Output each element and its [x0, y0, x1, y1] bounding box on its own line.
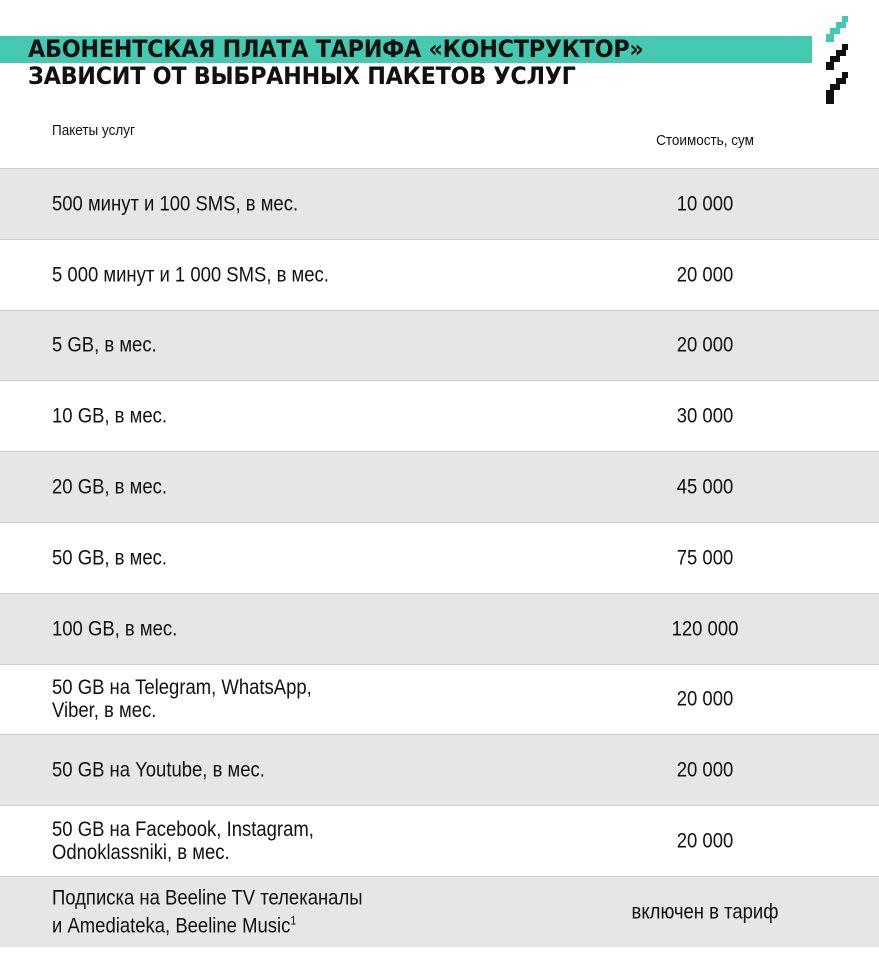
package-name: [52, 759, 386, 782]
table-row: [0, 805, 879, 876]
price-table: [0, 168, 879, 947]
package-name-text: 50 GB на Telegram, WhatsApp, Viber, в мес.: [52, 676, 312, 723]
package-name: [52, 886, 386, 937]
package-name-text: 50 GB, в мес.: [52, 546, 167, 570]
package-name: [52, 476, 386, 499]
column-header-packages: Пакеты услуг: [52, 122, 135, 139]
package-cost: включен в тариф: [631, 900, 779, 924]
package-name: [52, 405, 386, 428]
table-row: [0, 593, 879, 664]
package-cost: 45 000: [676, 475, 734, 499]
title-line-1: АБОНЕНТСКАЯ ПЛАТА ТАРИФА «КОНСТРУКТОР»: [28, 35, 644, 63]
package-name-text: 10 GB, в мес.: [52, 404, 167, 428]
package-name: [52, 334, 386, 357]
table-row: [0, 239, 879, 310]
column-header-cost: Стоимость, сум: [656, 132, 754, 149]
title-line-2-wrap: [0, 63, 812, 90]
package-name: [52, 546, 386, 569]
table-row: [0, 876, 879, 947]
package-cost: 20 000: [676, 829, 734, 853]
package-cost: 10 000: [676, 192, 734, 216]
package-cost: 75 000: [676, 546, 734, 570]
package-name-text: 5 GB, в мес.: [52, 333, 157, 357]
package-cost: 20 000: [676, 687, 734, 711]
table-row: [0, 664, 879, 735]
footnote-marker: 1: [290, 913, 297, 928]
table-row: [0, 522, 879, 593]
table-row: [0, 451, 879, 522]
package-name: [52, 676, 386, 722]
package-name-text: 500 минут и 100 SMS, в мес.: [52, 192, 299, 216]
package-name-text: Подписка на Beeline TV телеканалы и Amediateka, Beeline Music: [52, 886, 363, 938]
package-cost: 20 000: [676, 333, 734, 357]
package-name: [52, 192, 386, 215]
table-row: [0, 380, 879, 451]
package-name-text: 5 000 минут и 1 000 SMS, в мес.: [52, 263, 329, 287]
package-name-text: 20 GB, в мес.: [52, 475, 167, 499]
title-line-2: ЗАВИСИТ ОТ ВЫБРАННЫХ ПАКЕТОВ УСЛУГ: [28, 62, 576, 90]
package-cost: 30 000: [676, 404, 734, 428]
beeline-stripes-logo-icon: [822, 16, 852, 106]
package-name: [52, 617, 386, 640]
table-row: [0, 168, 879, 239]
package-cost: 20 000: [676, 263, 734, 287]
package-name-text: 50 GB на Facebook, Instagram, Odnoklassniki, в мес.: [52, 818, 314, 865]
package-cost: 20 000: [676, 758, 734, 782]
package-cost: 120 000: [671, 617, 739, 641]
table-row: [0, 734, 879, 805]
package-name-text: 50 GB на Youtube, в мес.: [52, 758, 265, 782]
title-highlight: [0, 36, 812, 63]
package-name-text: 100 GB, в мес.: [52, 617, 178, 641]
package-name: [52, 263, 386, 286]
package-name: [52, 818, 386, 864]
table-row: [0, 310, 879, 381]
